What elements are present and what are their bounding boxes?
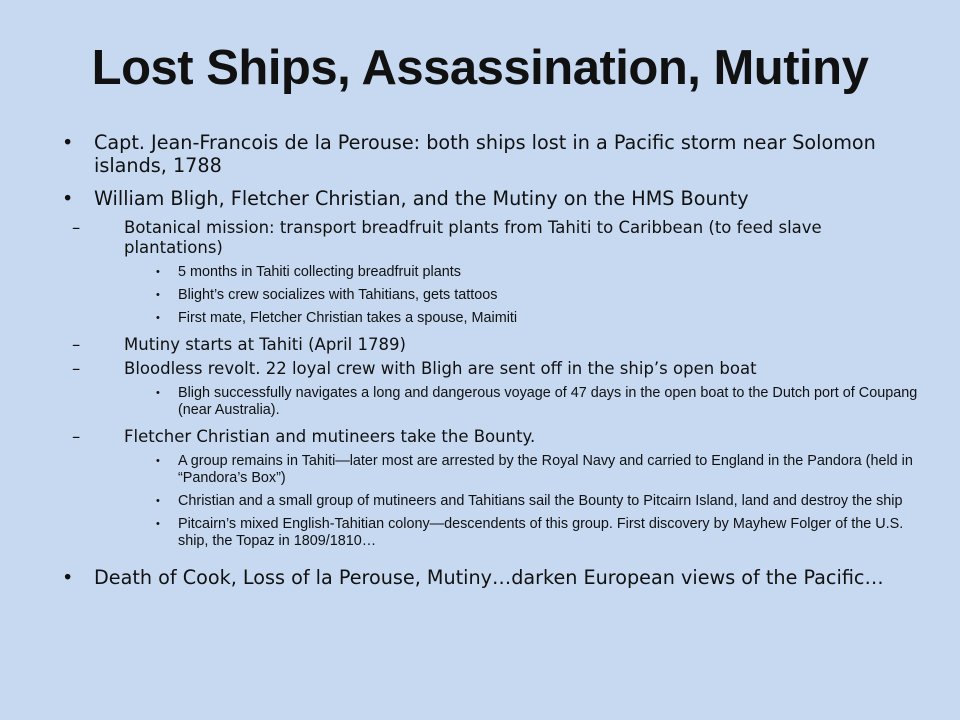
detail-text: Blight’s crew socializes with Tahitians, gets tattoos	[178, 287, 498, 303]
detail-text: First mate, Fletcher Christian takes a spouse, Maimiti	[178, 310, 518, 326]
bullet-bounty	[62, 187, 922, 550]
subpoint-text: Mutiny starts at Tahiti (April 1789)	[124, 335, 406, 354]
subpoint-text: Botanical mission: transport breadfruit plants from Tahiti to Caribbean (to feed slave plantations)	[124, 218, 822, 257]
bounty-subpoints	[72, 218, 922, 550]
bullet-text: William Bligh, Fletcher Christian, and the Mutiny on the HMS Bounty	[94, 187, 749, 210]
bullet-perouse	[62, 131, 922, 177]
bullet-marker: •	[62, 187, 74, 210]
detail-item	[62, 310, 922, 327]
detail-text: Bligh successfully navigates a long and dangerous voyage of 47 days in the open boat to the Dutch port of Coupang (near Australia).	[178, 385, 918, 418]
detail-item	[62, 264, 922, 281]
bounty-fate-details	[62, 453, 922, 550]
detail-text: 5 months in Tahiti collecting breadfruit plants	[178, 264, 461, 280]
subpoint-bloodless-revolt	[62, 359, 922, 419]
dash-marker: –	[72, 359, 81, 378]
dot-marker: •	[156, 312, 160, 324]
slide-title: Lost Ships, Assassination, Mutiny	[91, 41, 869, 95]
dash-marker: –	[72, 427, 81, 446]
detail-item	[62, 287, 922, 304]
bullet-text: Capt. Jean-Francois de la Perouse: both ships lost in a Pacific storm near Solomon islands, 1788	[94, 131, 876, 177]
slide-bullet-list	[62, 131, 922, 599]
dash-marker: –	[72, 335, 81, 354]
dot-marker: •	[156, 495, 160, 507]
detail-item	[62, 453, 922, 487]
dot-marker: •	[156, 266, 160, 278]
dot-marker: •	[156, 518, 160, 530]
subpoint-mutiny-start	[62, 335, 922, 355]
bullet-text: Death of Cook, Loss of la Perouse, Mutiny…darken European views of the Pacific…	[94, 566, 884, 589]
botanical-details	[62, 264, 922, 327]
subpoint-text: Fletcher Christian and mutineers take the Bounty.	[124, 427, 536, 446]
detail-text: A group remains in Tahiti—later most are arrested by the Royal Navy and carried to England in the Pandora (held in “Pandora’s Box”)	[178, 453, 913, 486]
dot-marker: •	[156, 455, 160, 467]
bullet-marker: •	[62, 131, 74, 154]
detail-text: Christian and a small group of mutineers and Tahitians sail the Bounty to Pitcairn Island, land and destroy the ship	[178, 493, 903, 509]
subpoint-take-bounty	[62, 427, 922, 550]
subpoint-botanical-mission	[62, 218, 922, 327]
subpoint-text: Bloodless revolt. 22 loyal crew with Bligh are sent off in the ship’s open boat	[124, 359, 757, 378]
bullet-darken-views	[62, 566, 922, 589]
dot-marker: •	[156, 289, 160, 301]
detail-item	[62, 516, 922, 550]
revolt-details	[62, 385, 922, 419]
bullet-marker: •	[62, 566, 74, 589]
detail-text: Pitcairn’s mixed English-Tahitian colony—descendents of this group. First discovery by Mayhew Folger of the U.S. ship, the Topaz in 1809/1810…	[178, 516, 904, 549]
detail-item	[62, 493, 922, 510]
dot-marker: •	[156, 387, 160, 399]
dash-marker: –	[72, 218, 81, 237]
detail-item	[62, 385, 922, 419]
